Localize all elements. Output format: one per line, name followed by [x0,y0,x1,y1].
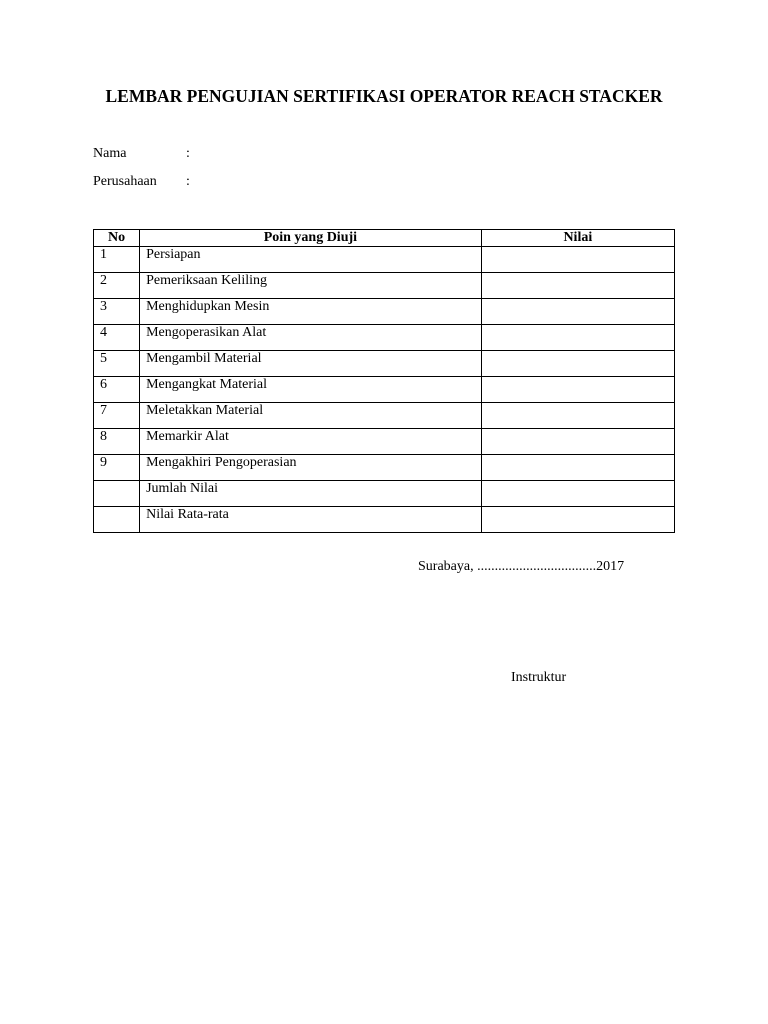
table-row [94,507,675,533]
row-poin: Memarkir Alat [140,429,482,455]
row-nilai[interactable] [481,299,674,325]
row-no: 8 [94,429,140,455]
table-row [94,377,675,403]
table-row [94,299,675,325]
score-table [93,229,675,533]
row-nilai[interactable] [481,403,674,429]
table-header-row [94,230,675,247]
row-no: 6 [94,377,140,403]
row-no [94,507,140,533]
header-nilai: Nilai [481,230,674,247]
table-row [94,403,675,429]
field-perusahaan-label: Perusahaan [93,174,157,189]
row-nilai[interactable] [481,507,674,533]
field-nama [93,146,190,162]
table-row [94,247,675,273]
row-poin: Mengoperasikan Alat [140,325,482,351]
row-no: 9 [94,455,140,481]
row-nilai[interactable] [481,429,674,455]
row-nilai[interactable] [481,455,674,481]
table-row [94,325,675,351]
document-title: LEMBAR PENGUJIAN SERTIFIKASI OPERATOR REACH STACKER [105,86,663,106]
field-nama-colon: : [186,146,190,161]
table-row [94,429,675,455]
header-no: No [94,230,140,247]
row-no: 1 [94,247,140,273]
table-row [94,455,675,481]
row-poin: Pemeriksaan Keliling [140,273,482,299]
row-nilai[interactable] [481,247,674,273]
row-nilai[interactable] [481,481,674,507]
row-no: 2 [94,273,140,299]
row-poin: Menghidupkan Mesin [140,299,482,325]
instructor-label: Instruktur [511,670,567,685]
place-date: Surabaya, ..................................2017 [418,559,625,574]
table-row [94,351,675,377]
table-row [94,273,675,299]
field-perusahaan-colon: : [186,174,190,189]
row-poin: Mengakhiri Pengoperasian [140,455,482,481]
row-nilai[interactable] [481,377,674,403]
row-no: 5 [94,351,140,377]
row-no [94,481,140,507]
row-nilai[interactable] [481,273,674,299]
row-poin: Jumlah Nilai [140,481,482,507]
table-row [94,481,675,507]
row-nilai[interactable] [481,325,674,351]
row-poin: Meletakkan Material [140,403,482,429]
row-poin: Persiapan [140,247,482,273]
row-poin: Mengambil Material [140,351,482,377]
row-no: 3 [94,299,140,325]
field-nama-label: Nama [93,146,127,161]
row-poin: Mengangkat Material [140,377,482,403]
row-no: 7 [94,403,140,429]
row-no: 4 [94,325,140,351]
header-poin: Poin yang Diuji [140,230,482,247]
row-poin: Nilai Rata-rata [140,507,482,533]
row-nilai[interactable] [481,351,674,377]
field-perusahaan [93,174,190,190]
